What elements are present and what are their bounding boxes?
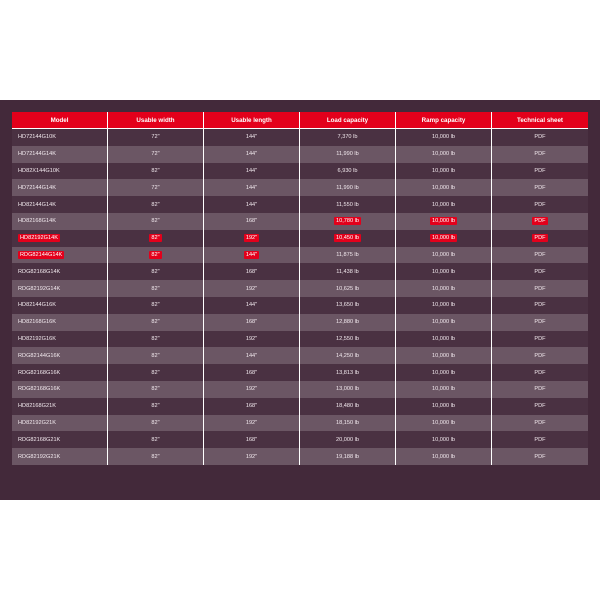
cell-technical-sheet[interactable] [492,179,588,196]
cell-usable-width [108,347,204,364]
cell-load-capacity [300,247,396,264]
cell-load-capacity-text: 13,650 lb [335,302,360,309]
cell-usable-width-text: 82" [151,268,160,275]
cell-usable-width [108,163,204,180]
cell-model-text: RDG82144G16K [18,352,61,359]
cell-load-capacity-text: 18,150 lb [335,419,360,426]
specs-panel [0,100,600,500]
cell-load-capacity-text: 7,370 lb [337,134,358,141]
pdf-link[interactable]: PDF [534,352,546,359]
cell-load-capacity-text: 11,990 lb [336,184,359,191]
cell-model [12,146,108,163]
cell-load-capacity [300,347,396,364]
cell-usable-length [204,213,300,230]
table-row [12,297,588,314]
cell-usable-width [108,263,204,280]
pdf-link[interactable]: PDF [534,453,546,460]
cell-usable-width [108,247,204,264]
cell-usable-width [108,230,204,247]
cell-technical-sheet[interactable] [492,364,588,381]
cell-usable-width-text: 82" [151,201,160,208]
table-row [12,331,588,348]
cell-load-capacity [300,331,396,348]
cell-usable-width-text: 82" [151,352,160,359]
cell-ramp-capacity [396,297,492,314]
pdf-link[interactable]: PDF [534,251,546,258]
cell-technical-sheet[interactable] [492,146,588,163]
cell-usable-width [108,213,204,230]
cell-load-capacity-text: 19,188 lb [335,453,360,460]
cell-model [12,247,108,264]
cell-ramp-capacity [396,129,492,146]
cell-usable-length [204,398,300,415]
cell-usable-width-text: 82" [151,453,160,460]
specs-table [12,112,588,465]
cell-model [12,196,108,213]
cell-usable-length-text: 192" [245,285,258,292]
cell-usable-length [204,196,300,213]
cell-model [12,415,108,432]
cell-ramp-capacity [396,314,492,331]
cell-usable-width [108,398,204,415]
cell-model [12,280,108,297]
cell-technical-sheet[interactable] [492,381,588,398]
cell-usable-width [108,431,204,448]
cell-technical-sheet[interactable] [492,314,588,331]
cell-load-capacity-text: 10,780 lb [335,218,360,225]
cell-ramp-capacity [396,179,492,196]
cell-ramp-capacity [396,331,492,348]
pdf-link[interactable]: PDF [534,218,546,225]
cell-technical-sheet[interactable] [492,213,588,230]
cell-load-capacity [300,146,396,163]
cell-ramp-capacity-text: 10,000 lb [431,319,456,326]
cell-ramp-capacity-text: 10,000 lb [431,201,456,208]
cell-usable-length-text: 144" [245,201,258,208]
cell-usable-length-text: 168" [245,319,258,326]
cell-usable-width [108,280,204,297]
cell-ramp-capacity-text: 10,000 lb [431,419,456,426]
cell-usable-length [204,163,300,180]
cell-usable-length-text: 144" [245,302,258,309]
cell-technical-sheet[interactable] [492,263,588,280]
cell-technical-sheet[interactable] [492,196,588,213]
cell-technical-sheet[interactable] [492,247,588,264]
cell-usable-length-text: 168" [245,268,258,275]
cell-usable-length [204,314,300,331]
cell-model-text: RDG82168G14K [18,268,61,275]
pdf-link[interactable]: PDF [534,151,546,158]
header-usable-length: Usable length [204,112,300,129]
cell-load-capacity [300,415,396,432]
cell-model-text: HD82168G14K [18,218,56,225]
cell-ramp-capacity-text: 10,000 lb [431,436,456,443]
cell-model-text: HD82192G16K [18,335,56,342]
cell-model-text: RDG82144G14K [20,251,63,258]
cell-usable-width-text: 72" [151,184,160,191]
cell-usable-width [108,448,204,465]
cell-ramp-capacity-text: 10,000 lb [431,285,456,292]
cell-load-capacity-text: 12,880 lb [335,319,360,326]
cell-load-capacity-text: 13,813 lb [335,369,360,376]
cell-usable-length [204,415,300,432]
cell-model-text: HD82192G21K [18,419,56,426]
table-row [12,163,588,180]
cell-ramp-capacity-text: 10,000 lb [431,369,456,376]
cell-ramp-capacity [396,280,492,297]
cell-ramp-capacity [396,431,492,448]
cell-ramp-capacity [396,163,492,180]
cell-usable-length-text: 144" [245,251,258,258]
cell-usable-length-text: 144" [245,184,258,191]
cell-load-capacity [300,263,396,280]
cell-load-capacity [300,163,396,180]
pdf-link[interactable]: PDF [534,319,546,326]
cell-load-capacity [300,196,396,213]
cell-model [12,179,108,196]
cell-usable-width-text: 82" [151,235,160,242]
cell-technical-sheet[interactable] [492,230,588,247]
cell-model [12,448,108,465]
cell-usable-width [108,129,204,146]
table-row [12,364,588,381]
pdf-link[interactable]: PDF [534,285,546,292]
cell-ramp-capacity [396,247,492,264]
header-usable-width: Usable width [108,112,204,129]
cell-load-capacity [300,280,396,297]
cell-usable-length-text: 168" [245,218,258,225]
cell-ramp-capacity-text: 10,000 lb [431,268,456,275]
table-row [12,213,588,230]
cell-usable-length [204,129,300,146]
cell-model-text: HD82X144G10K [18,167,60,174]
table-row [12,179,588,196]
pdf-link[interactable]: PDF [534,235,546,242]
cell-ramp-capacity-text: 10,000 lb [431,302,456,309]
cell-load-capacity [300,297,396,314]
cell-load-capacity-text: 11,550 lb [336,201,359,208]
table-row [12,230,588,247]
pdf-link[interactable]: PDF [534,201,546,208]
cell-ramp-capacity-text: 10,000 lb [431,167,456,174]
cell-usable-width-text: 82" [151,251,160,258]
cell-ramp-capacity-text: 10,000 lb [431,386,456,393]
cell-usable-width-text: 82" [151,386,160,393]
cell-ramp-capacity-text: 10,000 lb [431,134,456,141]
cell-usable-width [108,179,204,196]
cell-usable-width [108,381,204,398]
cell-ramp-capacity-text: 10,000 lb [431,151,456,158]
cell-technical-sheet[interactable] [492,431,588,448]
cell-load-capacity-text: 11,875 lb [336,251,359,258]
cell-usable-length-text: 192" [245,419,258,426]
table-row [12,431,588,448]
cell-model [12,297,108,314]
table-row [12,448,588,465]
cell-ramp-capacity [396,230,492,247]
cell-usable-width [108,364,204,381]
cell-usable-width-text: 82" [151,218,160,225]
cell-ramp-capacity [396,263,492,280]
pdf-link[interactable]: PDF [534,436,546,443]
header-ramp-capacity: Ramp capacity [396,112,492,129]
cell-usable-width [108,297,204,314]
cell-usable-width-text: 82" [151,369,160,376]
cell-ramp-capacity-text: 10,000 lb [431,184,456,191]
cell-model [12,213,108,230]
cell-usable-length [204,364,300,381]
cell-technical-sheet[interactable] [492,297,588,314]
table-row [12,129,588,146]
cell-ramp-capacity [396,347,492,364]
cell-usable-width-text: 82" [151,335,160,342]
cell-technical-sheet[interactable] [492,129,588,146]
cell-usable-length-text: 168" [245,436,258,443]
cell-ramp-capacity [396,381,492,398]
cell-ramp-capacity [396,196,492,213]
cell-model [12,364,108,381]
cell-load-capacity [300,230,396,247]
cell-model [12,398,108,415]
cell-usable-length-text: 144" [245,151,258,158]
cell-usable-length [204,448,300,465]
cell-model-text: HD72144G14K [18,151,56,158]
cell-usable-width-text: 82" [151,436,160,443]
cell-usable-length-text: 168" [245,403,258,410]
pdf-link[interactable]: PDF [534,369,546,376]
cell-model-text: HD72144G10K [18,134,56,141]
cell-usable-length [204,331,300,348]
cell-usable-length-text: 192" [245,453,258,460]
cell-model-text: HD82144G14K [18,201,56,208]
cell-load-capacity-text: 11,438 lb [336,268,359,275]
cell-usable-width-text: 82" [151,403,160,410]
cell-usable-length [204,179,300,196]
cell-load-capacity-text: 20,000 lb [335,436,360,443]
cell-model [12,163,108,180]
table-row [12,263,588,280]
cell-load-capacity [300,431,396,448]
cell-ramp-capacity-text: 10,000 lb [431,453,456,460]
cell-load-capacity-text: 10,450 lb [335,235,360,242]
cell-model-text: HD82168G16K [18,319,56,326]
cell-usable-length [204,230,300,247]
pdf-link[interactable]: PDF [534,335,546,342]
cell-ramp-capacity [396,415,492,432]
cell-technical-sheet[interactable] [492,398,588,415]
cell-usable-width-text: 82" [151,419,160,426]
cell-usable-width [108,146,204,163]
cell-load-capacity-text: 10,625 lb [335,285,360,292]
cell-model-text: HD82168G21K [18,403,56,410]
cell-load-capacity [300,381,396,398]
cell-load-capacity-text: 18,480 lb [335,403,360,410]
cell-technical-sheet[interactable] [492,331,588,348]
cell-usable-width-text: 82" [151,167,160,174]
table-row [12,398,588,415]
cell-ramp-capacity [396,364,492,381]
cell-load-capacity [300,179,396,196]
cell-model [12,381,108,398]
cell-usable-length [204,381,300,398]
pdf-link[interactable]: PDF [534,268,546,275]
cell-technical-sheet[interactable] [492,415,588,432]
cell-model [12,347,108,364]
cell-usable-length-text: 144" [245,134,258,141]
pdf-link[interactable]: PDF [534,386,546,393]
cell-usable-length-text: 192" [245,386,258,393]
pdf-link[interactable]: PDF [534,134,546,141]
cell-usable-length-text: 144" [245,167,258,174]
pdf-link[interactable]: PDF [534,184,546,191]
table-row [12,381,588,398]
cell-model-text: RDG82168G16K [18,386,61,393]
cell-model-text: RDG82192G14K [18,285,61,292]
pdf-link[interactable]: PDF [534,419,546,426]
header-model: Model [12,112,108,129]
table-row [12,196,588,213]
cell-usable-width-text: 82" [151,302,160,309]
cell-model [12,129,108,146]
cell-technical-sheet[interactable] [492,163,588,180]
cell-model [12,263,108,280]
cell-usable-length [204,347,300,364]
cell-ramp-capacity [396,448,492,465]
cell-model-text: HD82192G14K [20,235,58,242]
cell-usable-length-text: 192" [245,335,258,342]
cell-model-text: RDG82192G21K [18,453,61,460]
cell-ramp-capacity-text: 10,000 lb [431,251,456,258]
cell-load-capacity [300,213,396,230]
cell-usable-length [204,146,300,163]
table-row [12,347,588,364]
header-technical-sheet: Technical sheet [492,112,588,129]
cell-model [12,314,108,331]
cell-load-capacity-text: 13,000 lb [335,386,360,393]
pdf-link[interactable]: PDF [534,403,546,410]
cell-model [12,431,108,448]
cell-model-text: RDG82168G16K [18,369,61,376]
cell-usable-length [204,247,300,264]
table-row [12,146,588,163]
cell-model [12,331,108,348]
cell-load-capacity-text: 6,930 lb [337,167,358,174]
cell-usable-length [204,280,300,297]
table-row [12,314,588,331]
pdf-link[interactable]: PDF [534,302,546,309]
cell-load-capacity-text: 12,550 lb [335,335,360,342]
cell-model-text: HD82144G16K [18,302,56,309]
cell-load-capacity-text: 11,990 lb [336,151,359,158]
cell-usable-length-text: 144" [245,352,258,359]
table-row [12,415,588,432]
cell-usable-width-text: 82" [151,319,160,326]
cell-usable-length [204,431,300,448]
cell-model-text: RDG82168G21K [18,436,61,443]
cell-load-capacity [300,129,396,146]
cell-usable-width-text: 82" [151,285,160,292]
cell-technical-sheet[interactable] [492,280,588,297]
cell-usable-width-text: 72" [151,151,160,158]
cell-usable-length [204,263,300,280]
cell-usable-length-text: 192" [245,235,258,242]
table-row [12,247,588,264]
cell-usable-length-text: 168" [245,369,258,376]
cell-usable-length [204,297,300,314]
cell-ramp-capacity [396,213,492,230]
cell-usable-width [108,415,204,432]
cell-model [12,230,108,247]
table-row [12,280,588,297]
cell-ramp-capacity-text: 10,000 lb [431,235,456,242]
cell-ramp-capacity-text: 10,000 lb [431,403,456,410]
cell-usable-width [108,331,204,348]
cell-load-capacity [300,364,396,381]
cell-ramp-capacity-text: 10,000 lb [431,335,456,342]
cell-technical-sheet[interactable] [492,448,588,465]
table-body [12,129,588,465]
header-load-capacity: Load capacity [300,112,396,129]
cell-load-capacity [300,398,396,415]
cell-technical-sheet[interactable] [492,347,588,364]
cell-ramp-capacity [396,146,492,163]
cell-model-text: HD72144G14K [18,184,56,191]
cell-usable-width [108,314,204,331]
cell-load-capacity [300,314,396,331]
cell-load-capacity-text: 14,250 lb [335,352,360,359]
table-header-row [12,112,588,129]
cell-ramp-capacity-text: 10,000 lb [431,218,456,225]
cell-ramp-capacity [396,398,492,415]
cell-ramp-capacity-text: 10,000 lb [431,352,456,359]
pdf-link[interactable]: PDF [534,167,546,174]
cell-load-capacity [300,448,396,465]
cell-usable-width [108,196,204,213]
cell-usable-width-text: 72" [151,134,160,141]
